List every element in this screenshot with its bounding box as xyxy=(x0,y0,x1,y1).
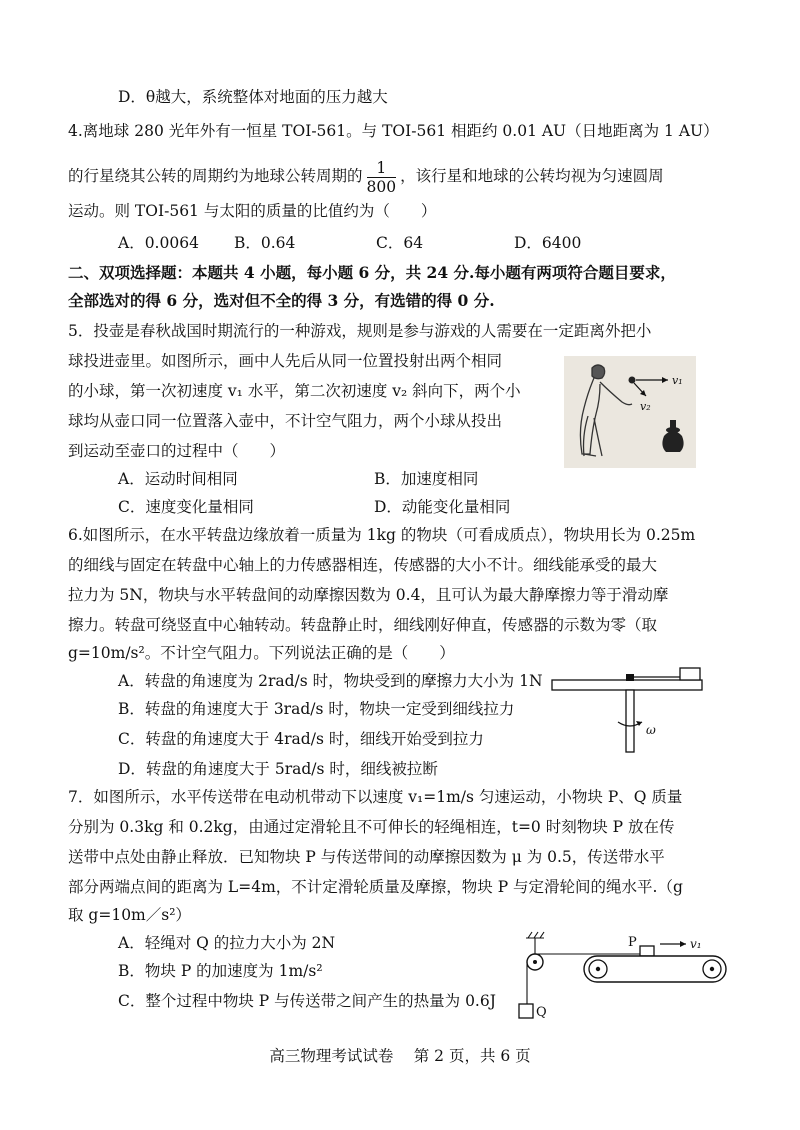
q5-option-b: B．加速度相同 xyxy=(374,470,479,488)
pulley-axle xyxy=(533,960,537,964)
q6-option-a: A．转盘的角速度为 2rad/s 时，物块受到的摩擦力大小为 1N xyxy=(118,672,543,690)
ceiling-support xyxy=(526,932,544,956)
section-2-heading-line-1: 二、双项选择题：本题共 4 小题，每小题 6 分，共 24 分.每小题有两项符合题目要求， xyxy=(68,263,676,282)
belt-v1-label: v₁ xyxy=(690,937,702,951)
pot-throwing-figure xyxy=(564,356,696,468)
q5-stem-line-2: 球投进壶里。如图所示，画中人先后从同一位置投射出两个相同 xyxy=(68,352,503,370)
q4-stem-line-2-pre: 的行星绕其公转的周期约为地球公转周期的 xyxy=(68,167,363,185)
q7-option-c: C．整个过程中物块 P 与传送带之间产生的热量为 0.6J xyxy=(118,992,496,1010)
q4-stem-line-2-post: ，该行星和地球的公转均视为匀速圆周 xyxy=(400,167,664,185)
label-p: P xyxy=(628,935,637,950)
v1-label: v₁ xyxy=(672,374,683,387)
section-2-heading-line-2: 全部选对的得 6 分，选对但不全的得 3 分，有选错的得 0 分. xyxy=(68,291,495,310)
q7-stem-line-3: 送带中点处由静止释放．已知物块 P 与传送带间的动摩擦因数为 μ 为 0.5，传送带水平 xyxy=(68,848,665,866)
v2-label: v₂ xyxy=(640,400,651,413)
right-roller-axle xyxy=(710,967,714,971)
omega-label: ω xyxy=(646,723,656,737)
q4-option-b: B．0.64 xyxy=(234,234,296,252)
q7-option-b: B．物块 P 的加速度为 1m/s² xyxy=(118,962,323,980)
conveyor-figure xyxy=(510,928,730,1028)
q5-stem-line-5: 到运动至壶口的过程中（ ） xyxy=(68,442,286,460)
q4-stem-line-3: 运动。则 TOI-561 与太阳的质量的比值约为（ ） xyxy=(68,202,437,220)
turntable-disk xyxy=(552,680,702,690)
ball-icon xyxy=(629,377,636,384)
label-q: Q xyxy=(536,1005,547,1020)
q7-option-a: A．轻绳对 Q 的拉力大小为 2N xyxy=(118,934,336,952)
page-footer: 高三物理考试试卷 第 2 页，共 6 页 xyxy=(269,1047,531,1065)
fraction xyxy=(367,159,397,196)
q5-stem-line-4: 球均从壶口同一位置落入壶中，不计空气阻力，两个小球从投出 xyxy=(68,412,503,430)
q7-stem-line-4: 部分两端点间的距离为 L=4m，不计定滑轮质量及摩擦，物块 P 与定滑轮间的绳水平.（g xyxy=(68,878,683,896)
q5-option-d: D．动能变化量相同 xyxy=(374,498,511,516)
q3-option-d: D．θ越大，系统整体对地面的压力越大 xyxy=(118,88,388,106)
q6-option-d: D．转盘的角速度大于 5rad/s 时，细线被拉断 xyxy=(118,760,438,778)
q6-option-c: C．转盘的角速度大于 4rad/s 时，细线开始受到拉力 xyxy=(118,730,484,748)
block xyxy=(680,668,700,680)
q4-stem-line-2 xyxy=(68,156,664,196)
q7-stem-line-1: 7．如图所示，水平传送带在电动机带动下以速度 v₁=1m/s 匀速运动，小物块 P、Q 质量 xyxy=(68,788,683,806)
q6-option-b: B．转盘的角速度大于 3rad/s 时，物块一定受到细线拉力 xyxy=(118,700,515,718)
central-shaft xyxy=(626,690,634,752)
left-roller-axle xyxy=(596,967,600,971)
q5-option-a: A．运动时间相同 xyxy=(118,470,238,488)
fraction-numerator: 1 xyxy=(367,159,397,178)
turntable-figure xyxy=(548,662,706,762)
q6-stem-line-2: 的细线与固定在转盘中心轴上的力传感器相连，传感器的大小不计。细线能承受的最大 xyxy=(68,556,658,574)
q4-option-a: A．0.0064 xyxy=(118,234,199,252)
q4-option-c: C．64 xyxy=(376,234,424,252)
q5-stem-line-1: 5．投壶是春秋战国时期流行的一种游戏，规则是参与游戏的人需要在一定距离外把小 xyxy=(68,322,652,340)
q6-stem-line-1: 6.如图所示，在水平转盘边缘放着一质量为 1kg 的物块（可看成质点），物块用长为 0.25m xyxy=(68,526,696,544)
q5-option-c: C．速度变化量相同 xyxy=(118,498,254,516)
fraction-denominator: 800 xyxy=(366,177,397,196)
q4-stem-line-1: 4.离地球 280 光年外有一恒星 TOI-561。与 TOI-561 相距约 0.01 AU（日地距离为 1 AU） xyxy=(68,122,719,140)
q7-stem-line-2: 分别为 0.3kg 和 0.2kg，由通过定滑轮且不可伸长的轻绳相连，t=0 时刻物块 P 放在传 xyxy=(68,818,675,836)
q7-stem-line-5: 取 g=10m／s²） xyxy=(68,906,191,924)
block-q xyxy=(519,1004,533,1018)
force-sensor xyxy=(626,674,634,681)
q6-stem-line-3: 拉力为 5N，物块与水平转盘间的动摩擦因数为 0.4，且可认为最大静摩擦力等于滑动摩 xyxy=(68,586,669,604)
q5-stem-line-3: 的小球，第一次初速度 v₁ 水平，第二次初速度 v₂ 斜向下，两个小 xyxy=(68,382,521,400)
block-p xyxy=(640,946,654,956)
q6-stem-line-4: 擦力。转盘可绕竖直中心轴转动。转盘静止时，细线刚好伸直，传感器的示数为零（取 xyxy=(68,616,658,634)
q4-options xyxy=(118,232,581,254)
q6-stem-line-5: g=10m/s²。不计空气阻力。下列说法正确的是（ ） xyxy=(68,644,455,662)
belt-velocity-arrowhead-icon xyxy=(680,941,686,947)
q4-option-d: D．6400 xyxy=(514,234,582,252)
